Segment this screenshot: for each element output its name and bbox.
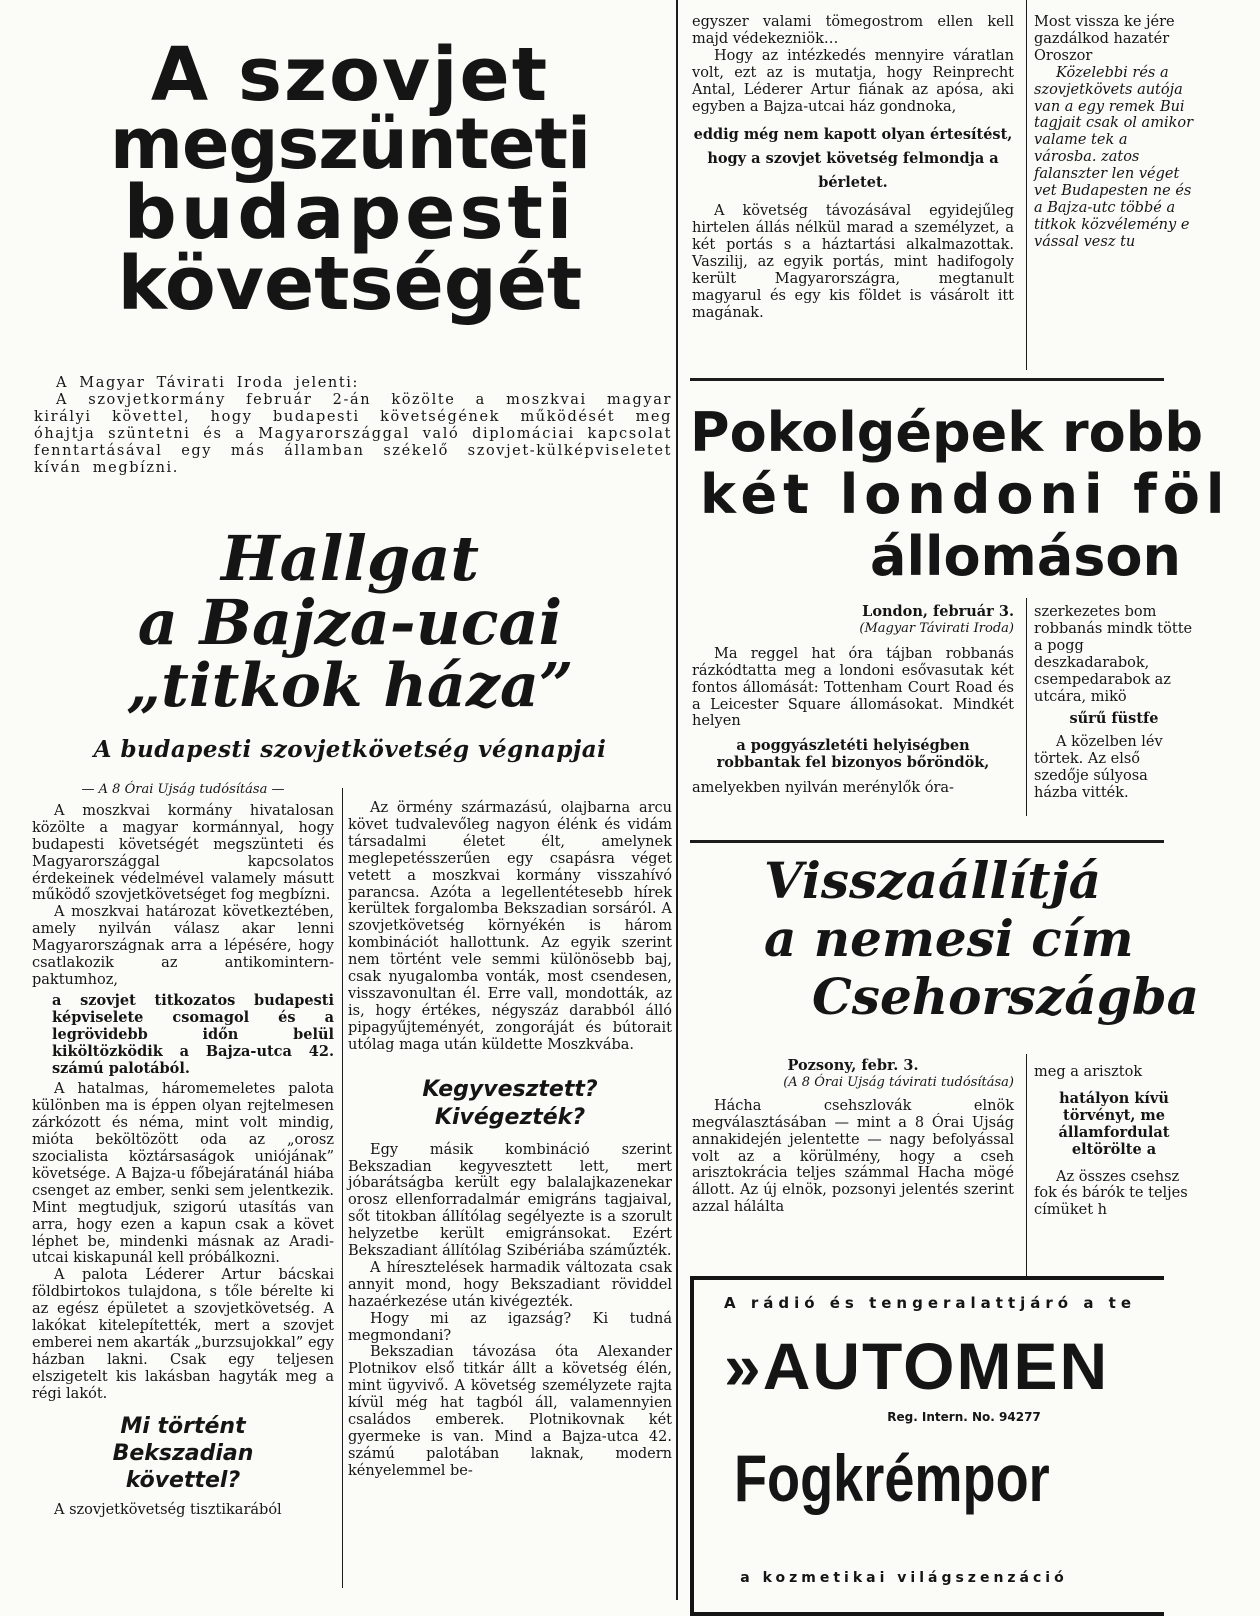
paragraph: Az összes csehsz fok és bárók te teljes címüket h <box>1034 1168 1188 1219</box>
paragraph: Egy másik kombináció szerint Bekszadian kegyvesztett lett, mert jóbarátságba került egy balalajkazenekar orosz ellenforradalmár emigráns tagjaival, sőt titokban állítólag segélyezte is a szorult helyzetbe került emigránsokat. Ezért Bekszadiant állítólag Szibériába száműzték. <box>348 1141 672 1260</box>
ad-footer: a kozmetikai világszenzáció <box>740 1570 1068 1586</box>
column-divider <box>1026 1054 1027 1280</box>
headline-1 <box>60 32 640 328</box>
headline-4-line: Visszaállítjá <box>764 851 1101 910</box>
page-divider <box>676 0 678 1600</box>
ad-tagline: A rádió és tengeralattjáró a te <box>724 1294 1137 1312</box>
bold-paragraph: a szovjet titkozatos budapesti képviselete csomagol és a legrövidebb időn belül kiköltözködik a Bajza-utca 42. számú palotából. <box>52 991 334 1077</box>
headline-1-line: megszünteti <box>110 103 590 186</box>
paragraph: A moszkvai határozat következtében, amely nyilván válasz akar lenni Magyarországnak arra a lépésére, hogy csatlakozik az antikomintern-paktumhoz, <box>32 904 334 988</box>
column-2 <box>348 800 672 1480</box>
byline: — A 8 Órai Ujság tudósítása — <box>81 782 285 797</box>
paragraph: A moszkvai kormány hivatalosan közölte a magyar kormánnyal, hogy budapesti követségét megszünteti és Magyarországgal kapcsolatos érdekeinek védelmével valamely másutt működő szovjetkövetséget fog megbízni. <box>32 802 334 904</box>
ad-product: Fogkrémpor <box>734 1441 1050 1515</box>
headline-1-line: A szovjet <box>150 32 550 118</box>
paragraph: A palota Léderer Artur bácskai földbirtokos tulajdona, s tőle bérelte ki az egész épületet a szovjetkövetség. A lakókat kitelepítették, mert a szovjet emberei nem akarták „burzsujokkal” egy házban lakni. Csak egy teljesen elszigetelt kis lakásban hagyták meg a régi lakót. <box>32 1267 334 1402</box>
lead-label: A Magyar Távirati Iroda jelenti: <box>56 375 360 391</box>
subhead-col2 <box>348 1076 672 1132</box>
ad-registration: Reg. Intern. No. 94277 <box>887 1410 1041 1424</box>
lead-paragraph <box>34 375 672 476</box>
bold-paragraph: a poggyászletéti helyiségben robbantak fel bizonyos bőröndök, <box>716 737 990 772</box>
bold-paragraph: eddig még nem kapott olyan értesítést, hogy a szovjet követség felmondja a bérletet. <box>693 126 1013 192</box>
paragraph: meg a arisztok <box>1034 1064 1143 1080</box>
headline-3-line: Pokolgépek robb <box>690 401 1204 464</box>
subhead-col1 <box>32 1413 334 1494</box>
lead-body: A szovjetkormány február 2-án közölte a moszkvai magyar királyi követtel, hogy budapesti követségének működését meg óhajtja szüntetni és a Magyarországgal való diplomáciai kapcsolat fenntartásával egy más államban székelő szovjet-külképviseletet kíván megbízni. <box>34 391 672 476</box>
paragraph: Az örmény származású, olajbarna arcu követ tudvalevőleg nagyon élénk és vidám társadalmi életet élt, amelynek meglepetésszerűen egy csapásra véget vetett a moszkvai kormány visszahívó parancsa. Azóta a legellentétesebb hírek kerültek forgalomba Bekszadian sorsáról. A szovjetkövetség környékén is három kombinációt hallottunk. Az egyik szerint nem történt vele semmi különösebb baj, csak nyugalomba vonták, most csendesen, visszavonultan él. Erre vall, mondották, az is, hogy értékes, négyszáz darabból álló pipagyűjteményét, zongoráját és bútorait utólag maga után küldette Moszkvába. <box>348 800 672 1053</box>
headline-1-line: követségét <box>117 241 583 328</box>
headline-2-line: Hallgat <box>220 522 480 595</box>
paragraph: Közelebbi rés a szovjetkövets autója van a egy remek Bui tagjait csak ol amikor valame tek a városba. zatos falanszter len véget vet Budapesten ne és a Bajza-utc többé a titkok közvélemény e vással vesz tu <box>1034 64 1194 250</box>
subhead-line: Kivégezték? <box>434 1104 586 1130</box>
source: (Magyar Távirati Iroda) <box>859 620 1014 636</box>
paragraph: egyszer valami tömegostrom ellen kell majd védekezniök… <box>692 14 1014 47</box>
paragraph: szerkezetes bom robbanás mindk tötte a pogg deszkadarabok, csempedarabok az utcára, mikö <box>1034 604 1193 705</box>
column-divider <box>1026 0 1027 370</box>
subhead-line: követtel? <box>125 1467 241 1493</box>
headline-2-line: „titkok háza” <box>126 651 574 722</box>
headline-2-line: a Bajza-ucai <box>137 586 563 659</box>
paragraph: amelyekben nyilván merénylők óra- <box>692 780 954 797</box>
advertisement <box>690 1276 1164 1616</box>
column-4-top <box>1034 14 1194 251</box>
source: (A 8 Órai Ujság távirati tudósítása) <box>783 1074 1014 1090</box>
paragraph: A hatalmas, háromemeletes palota különben ma is éppen olyan rejtelmesen zárkózott és néma, mint volt mindig, mióta beköltözött oda az „orosz szocialista köztársaságok uniójának” követsége. A Bajza-u főbejáratánál hiába csenget az ember, senki sem jelentkezik. Mint megtudjuk, szigorú utasítás van arra, hogy ezen a kapun csak a követ léphet be, mindenki másnak az Aradi-utcai kiskapunál kell próbálkozni. <box>32 1081 334 1267</box>
ad-brand: »AUTOMEN <box>724 1329 1110 1403</box>
headline-2-subtitle: A budapesti szovjetkövetség végnapjai <box>93 736 607 763</box>
dateline: Pozsony, febr. 3. <box>787 1057 919 1074</box>
column-4-pozsony <box>1034 1064 1194 1219</box>
section-divider <box>690 378 1164 381</box>
headline-3-line: két londoni föl <box>700 463 1231 526</box>
subhead-line: Bekszadian <box>112 1440 254 1466</box>
column-1 <box>32 782 334 1519</box>
paragraph: Bekszadian távozása óta Alexander Plotnikov első titkár állt a követség élén, mint ügyvivő. A követség személyzete rajta kívül még hat tagból áll, valamennyien családos emberek. Plotnikovnak két gyermeke is van. Mind a Bajza-utca 42. számú palotában laknak, modern kényelemmel be- <box>348 1344 672 1479</box>
headline-4-line: a nemesi cím <box>764 909 1134 968</box>
column-divider <box>342 788 343 1588</box>
paragraph: Hogy mi az igazság? Ki tudná megmondani? <box>348 1310 672 1344</box>
headline-2 <box>30 522 670 722</box>
dateline: London, február 3. <box>862 603 1014 620</box>
paragraph: A szovjetkövetség tisztikarából <box>54 1501 282 1518</box>
column-3-pozsony <box>692 1058 1014 1216</box>
subhead-line: Mi történt <box>120 1413 246 1439</box>
headline-3 <box>690 402 1250 588</box>
paragraph: Ma reggel hat óra tájban robbanás rázkódtatta meg a londoni esővasutak két fontos állomását: Tottenham Court Road és a Leicester Square állomásokat. Mindkét helyen <box>692 645 1014 730</box>
bold-paragraph: sűrű füstfe <box>1069 710 1159 728</box>
column-3-london <box>692 604 1014 797</box>
column-divider <box>1026 598 1027 816</box>
headline-3-line: állomáson <box>870 525 1181 588</box>
bold-paragraph: hatályon kívü törvényt, me államfordulat eltörölte a <box>1058 1089 1170 1158</box>
paragraph: A közelben lév törtek. Az első szedője súlyosa házba vitték. <box>1034 734 1163 802</box>
paragraph: Most vissza ke jére gazdálkod hazatér Oroszor <box>1034 14 1175 64</box>
column-4-london <box>1034 604 1194 802</box>
paragraph: A híresztelések harmadik változata csak annyit mond, hogy Bekszadiant röviddel hazaérkezése után kivégezték. <box>348 1259 672 1310</box>
headline-1-line: budapesti <box>123 170 577 257</box>
paragraph: Hácha csehszlovák elnök megválasztásában — mint a 8 Órai Ujság annakidején jelentette — nagy befolyással volt az a körülmény, hogy a cseh arisztokrácia teljes számmal Hacha mögé állott. Az új elnök, pozsonyi jelentés szerint azzal hálálta <box>692 1097 1014 1216</box>
subhead-line: Kegyvesztett? <box>422 1076 598 1102</box>
paragraph: Hogy az intézkedés mennyire váratlan volt, ezt az is mutatja, hogy Reinprecht Antal, Léderer Artur fiának az apósa, aki egyben a Bajza-utcai ház gondnoka, <box>692 47 1014 115</box>
headline-4 <box>700 852 1260 1026</box>
paragraph: A követség távozásával egyidejűleg hirtelen állás nélkül marad a személyzet, a két portás s a háztartási alkalmazottak. Vaszilij, az egyik portás, mint hadifogoly került Magyarországra, megtanult magyarul és egy kis földet is vásárolt itt magának. <box>692 203 1014 321</box>
section-divider <box>690 840 1164 843</box>
headline-4-line: Csehországba <box>812 967 1200 1026</box>
column-3-top <box>692 14 1014 322</box>
